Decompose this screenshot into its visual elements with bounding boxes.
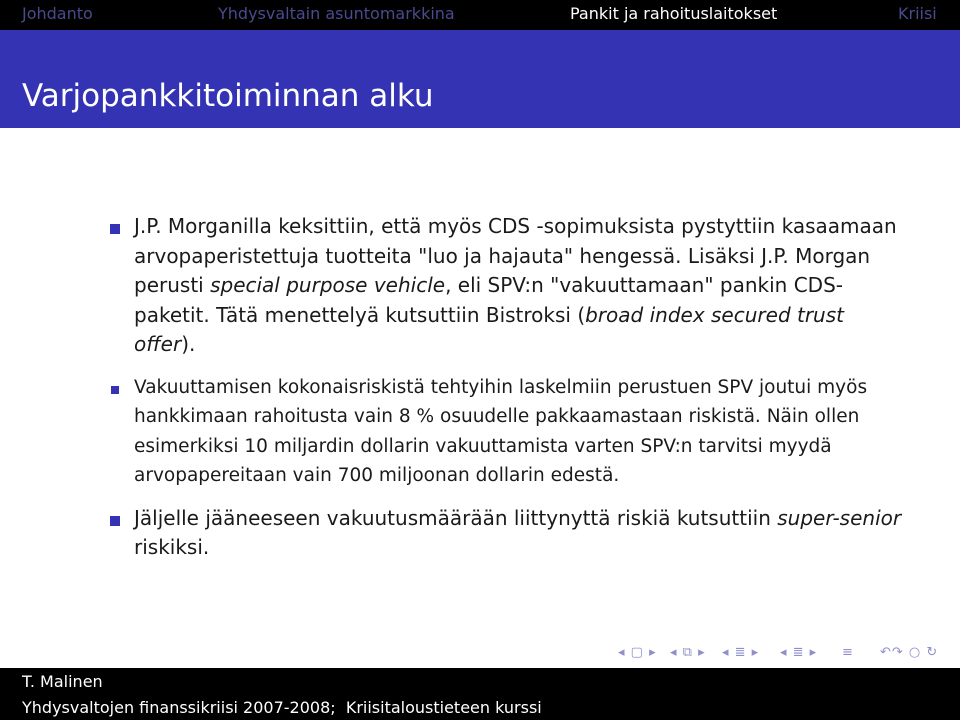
nav-subsection-icon[interactable]: ◂ ⧉ ▸ xyxy=(670,645,706,660)
nav-item-kriisi[interactable]: Kriisi xyxy=(898,4,937,23)
footer-course-title: Yhdysvaltojen finanssikriisi 2007-2008; Kriisitaloustieteen kurssi xyxy=(22,698,542,717)
list-item xyxy=(104,504,904,563)
list-item xyxy=(104,373,904,491)
nav-document-icon[interactable]: ◂ ≣ ▸ xyxy=(780,645,818,660)
bullet-3-text: Jäljelle jääneeseen vakuutusmäärään liittynyttä riskiä kutsuttiin super-senior riskiksi. xyxy=(134,505,902,559)
slide-content xyxy=(104,212,904,576)
nav-item-pankit[interactable]: Pankit ja rahoituslaitokset xyxy=(570,4,778,23)
beamer-navigation-controls xyxy=(618,645,948,665)
bullet-square-icon xyxy=(110,224,120,234)
nav-appendix-icon[interactable]: ≡ xyxy=(842,645,854,660)
nav-frame-icon[interactable]: ◂ ▢ ▸ xyxy=(618,645,657,660)
slide-title: Varjopankkitoiminnan alku xyxy=(22,78,434,114)
bullet-square-icon xyxy=(111,386,119,394)
footer-title-bar xyxy=(0,694,960,720)
footer-author: T. Malinen xyxy=(22,672,103,691)
nav-search-back-icon[interactable]: ↶↷ ○ ↻ xyxy=(880,645,939,660)
bullet-2-text: Vakuuttamisen kokonaisriskistä tehtyihin laskelmiin perustuen SPV joutui myös hankkimaan rahoitusta vain 8 % osuudelle pakkaamastaan riskistä. Näin ollen esimerkiksi 10 miljardin dollarin vakuuttamista varten SPV:n tarvitsi myydä arvopapereitaan vain 700 miljoonan dollarin edestä. xyxy=(134,376,868,486)
footer-author-bar xyxy=(0,668,960,694)
nav-item-asuntomarkkina[interactable]: Yhdysvaltain asuntomarkkina xyxy=(218,4,455,23)
top-navigation-bar xyxy=(0,0,960,30)
nav-section-icon[interactable]: ◂ ≣ ▸ xyxy=(722,645,760,660)
bullet-square-icon xyxy=(110,516,120,526)
list-item xyxy=(104,212,904,360)
bullet-1-text: J.P. Morganilla keksittiin, että myös CDS -sopimuksista pystyttiin kasaamaan arvopaperistettuja tuotteita "luo ja hajauta" hengessä. Lisäksi J.P. Morgan perusti special purpose vehicle, eli SPV:n "vakuuttamaan" pankin CDS-paketit. Tätä menettelyä kutsuttiin Bistroksi (broad index secured trust offer). xyxy=(134,214,897,356)
nav-item-johdanto[interactable]: Johdanto xyxy=(22,4,93,23)
